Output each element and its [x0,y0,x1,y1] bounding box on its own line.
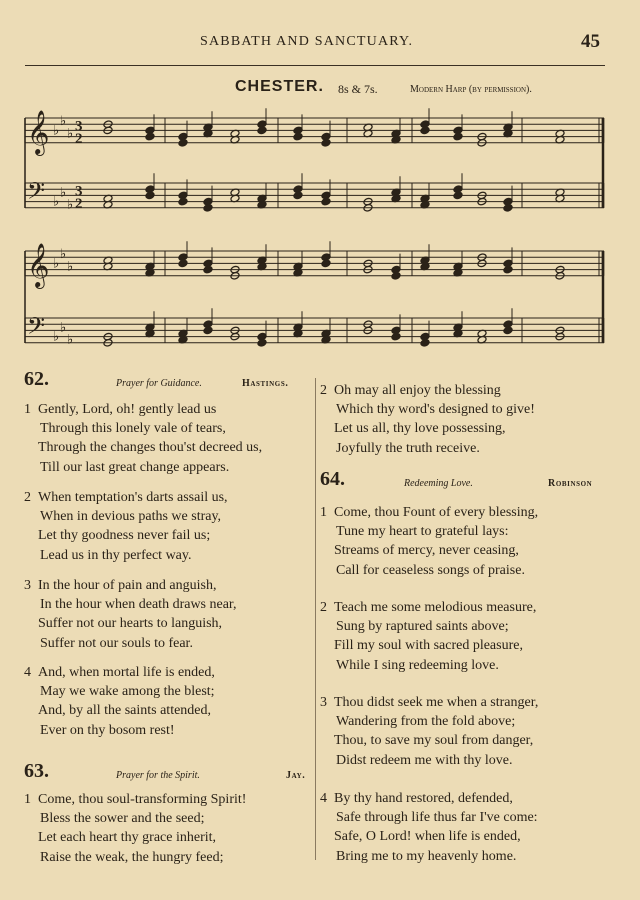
note-head [178,139,188,148]
note-head [453,132,463,141]
hymn-number: 62. [24,368,49,390]
note-head [203,265,213,274]
hymn-62-stanza-1 [24,400,262,477]
flat-icon: ♭ [60,246,67,262]
verse-line: When temptation's darts assail us, [38,490,228,505]
note-head [257,126,267,135]
flat-icon: ♭ [53,193,60,209]
note-head [420,339,430,348]
verse-line: Thou didst seek me when a stranger, [334,695,539,710]
music-score [0,0,640,370]
note-head [145,132,155,141]
verse-line: Raise the weak, the hungry feed; [40,849,224,865]
hymn-theme: Redeeming Love. [404,478,473,489]
flat-icon: ♭ [60,319,67,335]
treble-clef-icon: 𝄞 [27,110,50,154]
hymn-64-stanza-4 [320,789,538,866]
verse-line: Ever on thy bosom rest! [40,722,175,738]
verse-line: Suffer not our souls to fear. [40,635,193,651]
verse-line: Teach me some melodious measure, [334,600,537,615]
hymn-author: Jay. [286,770,306,781]
note-head [145,191,155,200]
verse-line: Let each heart thy grace inherit, [38,830,217,846]
hymn-64-stanza-2 [320,598,536,675]
note-head [453,191,463,200]
hymn-62-stanza-3 [24,576,237,653]
verse-line: Safe, O Lord! when life is ended, [334,829,521,845]
verse-number: 3 [24,578,31,593]
note-head [391,272,401,281]
note-head [503,265,513,274]
verse-number: 2 [24,490,31,505]
verse-number: 2 [320,600,327,615]
verse-line: In the hour of pain and anguish, [38,578,217,593]
column-divider [315,378,316,860]
flat-icon: ♭ [60,184,67,200]
running-title: SABBATH AND SANCTUARY. [200,34,414,49]
note-head [203,326,213,335]
hymn-theme: Prayer for the Spirit. [116,770,200,781]
note-head [420,126,430,135]
verse-line: Didst redeem me with thy love. [336,752,513,768]
verse-line: Come, thou Fount of every blessing, [334,505,539,520]
verse-line: Bring me to my heavenly home. [336,848,517,864]
tune-meter: 8s & 7s. [338,82,378,96]
hymn-number: 63. [24,760,49,782]
note-head [503,204,513,213]
verse-number: 1 [24,792,31,807]
hymn-62-stanza-2 [24,488,228,565]
flat-icon: ♭ [53,122,60,138]
verse-line: Lead us in thy perfect way. [40,547,192,563]
verse-line: Till our last great change appears. [40,459,230,475]
hymn-63-stanza-2 [320,381,535,458]
flat-icon: ♭ [67,258,74,274]
bass-clef-icon: 𝄢 [27,312,46,345]
hymn-62-stanza-4 [24,663,215,740]
verse-number: 2 [320,383,327,398]
verse-line: Which thy word's designed to give! [336,402,535,418]
flat-icon: ♭ [67,125,74,141]
time-signature-bottom: 2 [75,195,83,212]
hymn-author: Hastings. [242,378,289,389]
time-signature-top: 3 [75,183,83,200]
hymn-62-heading [24,368,309,394]
verse-line: Tune my heart to grateful lays: [336,524,509,540]
note-head [203,204,213,213]
bass-clef-icon: 𝄢 [27,177,46,210]
verse-line: While I sing redeeming love. [336,657,499,673]
verse-line: May we wake among the blest; [40,684,215,700]
verse-line: Thou, to save my soul from danger, [334,733,534,749]
flat-icon: ♭ [67,196,74,212]
hymn-63-heading [24,760,309,786]
verse-line: Through the changes thou'st decreed us, [38,440,263,456]
verse-number: 4 [320,791,327,806]
page-number: 45 [581,31,600,52]
verse-line: When in devious paths we stray, [40,509,222,525]
note-head [178,259,188,268]
verse-line: And, by all the saints attended, [38,703,212,719]
flat-icon: ♭ [53,255,60,271]
hymn-63-stanza-1 [24,790,246,867]
verse-line: Gently, Lord, oh! gently lead us [38,402,217,417]
note-head [178,197,188,206]
verse-line: Joyfully the truth receive. [336,440,480,456]
treble-clef-icon: 𝄞 [27,243,50,287]
verse-line: Fill my soul with sacred pleasure, [334,638,523,654]
verse-number: 1 [24,402,31,417]
verse-line: Safe through life thus far I've come: [336,810,538,826]
tune-source: Modern Harp (by permission). [410,84,532,95]
verse-line: Come, thou soul-transforming Spirit! [38,792,247,807]
time-signature-top: 3 [75,118,83,135]
note-head [321,197,331,206]
verse-number: 4 [24,665,31,680]
flat-icon: ♭ [67,331,74,347]
hymn-64-stanza-3 [320,693,538,770]
verse-line: Call for ceaseless songs of praise. [336,562,525,578]
hymn-author: Robinson [548,478,593,489]
note-head [391,332,401,341]
verse-line: In the hour when death draws near, [40,597,237,613]
flat-icon: ♭ [60,113,67,129]
note-head [257,339,267,348]
hymn-number: 64. [320,468,345,490]
verse-line: Streams of mercy, never ceasing, [334,543,519,559]
verse-line: Through this lonely vale of tears, [40,421,226,437]
hymn-theme: Prayer for Guidance. [116,378,202,389]
verse-line: And, when mortal life is ended, [38,665,215,680]
note-head [293,191,303,200]
note-head [503,326,513,335]
verse-line: Oh may all enjoy the blessing [334,383,501,398]
note-head [321,259,331,268]
verse-number: 1 [320,505,327,520]
tune-name: CHESTER. [235,78,324,95]
hymn-64-heading [320,468,610,494]
verse-line: By thy hand restored, defended, [334,791,513,806]
verse-line: Wandering from the fold above; [336,714,516,730]
verse-line: Suffer not our hearts to languish, [38,616,223,632]
hymn-64-stanza-1 [320,503,538,580]
verse-line: Bless the sower and the seed; [40,811,205,827]
note-head [293,132,303,141]
time-signature-bottom: 2 [75,130,83,147]
verse-line: Sung by raptured saints above; [336,619,509,635]
verse-line: Let thy goodness never fail us; [38,528,211,544]
verse-line: Let us all, thy love possessing, [334,421,506,437]
flat-icon: ♭ [53,328,60,344]
note-head [321,139,331,148]
verse-number: 3 [320,695,327,710]
